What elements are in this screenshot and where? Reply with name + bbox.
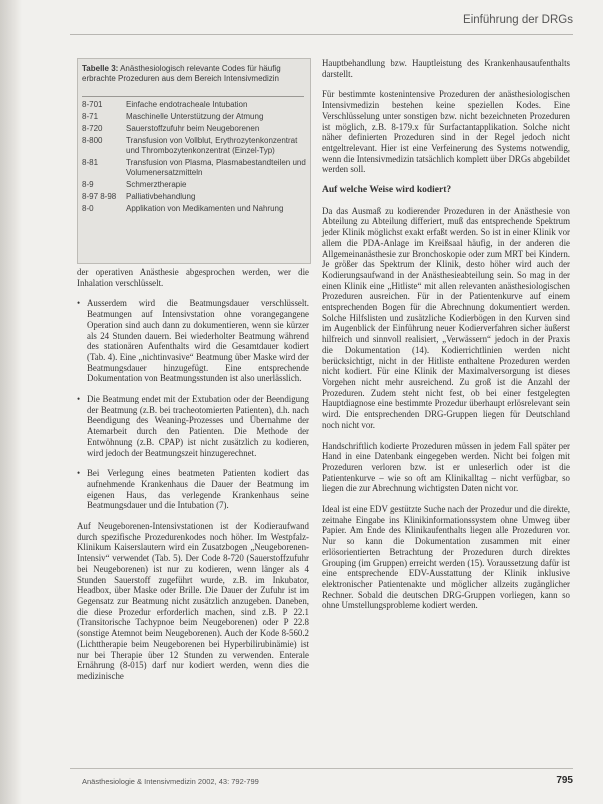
table-caption	[82, 64, 306, 84]
table-code: 8-71	[82, 112, 99, 121]
table-code: 8-800	[82, 136, 103, 145]
bullet-item: • Bei Verlegung eines beatmeten Patienten kodiert das aufnehmende Krankenhaus die Dauer der Beatmung im eigenen Haus, das verlegende Krankenhaus seine Beatmungsdauer und die Intubation (7).	[77, 468, 309, 511]
paragraph: Hauptbehandlung bzw. Hauptleistung des Krankenhausaufenthalts darstellt.	[322, 58, 570, 79]
table-row	[82, 192, 308, 202]
table-row	[82, 112, 308, 122]
table-description: Einfache endotracheale Intubation	[126, 100, 248, 109]
journal-citation: Anästhesiologie & Intensivmedizin 2002, 43: 792-799	[82, 777, 259, 786]
table-caption-label: Tabelle 3:	[82, 64, 119, 73]
table-caption-rule	[82, 96, 304, 97]
table-description: Palliativbehandlung	[126, 192, 196, 201]
table-row	[82, 158, 308, 178]
bullet-item: • Ausserdem wird die Beatmungsdauer verschlüsselt. Beatmungen auf Intensivstation ohne vorangegangene Operation sind auch dann zu dokumentieren, wenn sie kürzer als 24 Stunden dauern. Bei wiederholter Beatmung während des stationären Aufenthalts wird die Gesamtdauer kodiert (Tab. 4). Eine „nichtinvasive“ Beatmung über Maske wird der Beatmungsdauer hinzugefügt. Eine entsprechende Dokumentation von Beatmungsstunden ist also unerlässlich.	[77, 298, 309, 384]
section-heading: Auf welche Weise wird kodiert?	[322, 185, 452, 196]
table-body	[82, 100, 308, 216]
table-code: 8-81	[82, 158, 99, 167]
table-row	[82, 180, 308, 190]
table-row	[82, 124, 308, 134]
table-code: 8-720	[82, 124, 103, 133]
bullet-item: • Die Beatmung endet mit der Extubation oder der Beendigung der Beatmung (z.B. bei tracheotomierten Patienten), d.h. nach Beendigung des Weaning-Prozesses und Übernahme der Atemarbeit durch den Patienten. Die Methode der Entwöhnung (z.B. CPAP) ist nicht zusätzlich zu kodieren, wird jedoch der Beatmungszeit hinzugerechnet.	[77, 394, 309, 458]
table-code: 8-9	[82, 180, 94, 189]
paragraph: Ideal ist eine EDV gestützte Suche nach der Prozedur und die direkte, zeitnahe Eingabe ins Klinikinformationssystem ohne Umweg über Papier. Am Ende des Klinikaufenthalts liegen alle Prozeduren vor. Nur so kann die Dokumentation zusammen mit einer erlösorientierten Betrachtung der Prozeduren durch direktes Grouping (im Gruppen) erreicht werden (15). Voraussetzung dafür ist eine entsprechende EDV-Ausstattung der Klinik inklusive elektronischer Patientenakte und möglicher allzeits zugänglicher Rechner. Sobald die deutschen DRG-Gruppen vorliegen, kann so ohne Umstellungsprobleme kodiert werden.	[322, 504, 570, 611]
footer-rule	[70, 768, 573, 769]
right-column-text	[322, 58, 570, 621]
table-code: 8-0	[82, 204, 94, 213]
running-header: Einführung der DRGs	[463, 14, 573, 26]
table-code: 8-97 8-98	[82, 192, 117, 201]
table-row	[82, 100, 308, 110]
table-row	[82, 136, 308, 156]
table-caption-text: Anästhesiologisch relevante Codes für häufig erbrachte Prozeduren aus dem Bereich Intensivmedizin	[82, 64, 281, 83]
header-rule	[70, 34, 573, 35]
table-description: Transfusion von Plasma, Plasmabestandteilen und Volumenersatzmitteln	[126, 158, 306, 177]
page-number: 795	[556, 775, 573, 786]
table-description: Applikation von Medikamenten und Nahrung	[126, 204, 284, 213]
left-column-text	[77, 267, 309, 692]
paragraph: Auf Neugeborenen-Intensivstationen ist der Kodieraufwand durch spezifische Prozedurenkodes noch höher. Im Westpfalz-Klinikum Kaiserslautern wird ein Zusatzbogen „Neugeborenen-Intensiv“ verwendet (Tab. 5). Der Code 8-720 (Sauerstoffzufuhr bei Neugeborenen) ist nur zu kodieren, wenn länger als 4 Stunden Sauerstoff zugeführt wurde, z.B. im Inkubator, Headbox, über Maske oder Brille. Die Dauer der Zufuhr ist im Gegensatz zur Beatmung nicht zusätzlich anzugeben. Daneben, die diese Prozedur erforderlich machen, sind z.B. P 22.1 (Transitorische Tachypnoe beim Neugeborenen) oder P 22.8 (sonstige Atemnot beim Neugeborenen). Auch der Kode 8-560.2 (Lichttherapie beim Neugeborenen bei Hyperbilirubinämie) ist nur bei Therapie über 12 Stunden zu verwenden. Enterale Ernährung (8-015) darf nur kodiert werden, wenn dies die medizinische	[77, 521, 309, 681]
paragraph: Für bestimmte kostenintensive Prozeduren der anästhesiologischen Intensivmedizin bestehen keine speziellen Kodes. Eine Verschlüsselung unter sonstigen bzw. nicht bezeichneten Prozeduren ist möglich, z.B. 8-179.x für Surfactantapplikation. Solche nicht näher definierten Prozeduren sind in der Regel jedoch nicht entgeltrelevant. Hier ist eine Verfeinerung des Systems notwendig, wenn die Intensivmedizin tatsächlich komplett über DRGs abgebildet werden soll.	[322, 89, 570, 175]
table-code: 8-701	[82, 100, 103, 109]
paragraph: Handschriftlich kodierte Prozeduren müssen in jedem Fall später per Hand in eine Datenbank eingegeben werden. Nicht bei folgen mit Prozeduren verloren bzw. ist er unleserlich oder ist die Patientenkurve – wie so oft am Klinikalltag – nicht verfügbar, so liegen die zur Abrechnung wichtigsten Daten nicht vor.	[322, 440, 570, 494]
table-description: Schmerztherapie	[126, 180, 187, 189]
paragraph: Da das Ausmaß zu kodierender Prozeduren in der Anästhesie von Abteilung zu Abteilung differiert, muß das entsprechende Spektrum jeder Klinik möglichst exakt erfaßt werden. So ist in einer Klinik vor allem die PDA-Anlage im Kreißsaal häufig, in der anderen die Allgemeinanästhesie zur Bronchoskopie oder zum MRT bei Kindern. Je größer das Spektrum der Klinik, desto höher wird auch der Kodierungsaufwand in der Anästhesieabteilung sein. So mag in der einen Klinik eine „Hitliste“ mit allen relevanten anästhesiologischen Prozeduren ausreichen. Für in der Patientenkurve auf einem entsprechenden Bogen für die Abrechnung dokumentiert werden. Solche Hilfslisten und zusätzliche Kodierbögen in den Kurven sind im Augenblick der Einführung neuer Kodierverfahren sicher äußerst hilfreich und sinnvoll realisiert, „Verwässern“ jedoch in der Praxis die Dokumentation (14). Kodierrichtlinien werden nicht berücksichtigt, nicht in der Hitliste enthaltene Prozeduren werden nicht kodiert. Für eine Klinik der Maximalversorgung ist dieses Vorgehen nicht mehr ausreichend. Zu groß ist die Anzahl der Prozeduren. Zudem steht nicht fest, ob bei einer festgelegten Hauptdiagnose eine bestimmte Prozedur überhaupt erlösrelevant sein wird. Die entsprechenden DRG-Gruppen liegen für Deutschland noch nicht vor.	[322, 205, 570, 430]
table-row	[82, 204, 308, 214]
page-binding-shadow	[0, 0, 22, 804]
table-description: Maschinelle Unterstützung der Atmung	[126, 112, 264, 121]
table-description: Sauerstoffzufuhr beim Neugeborenen	[126, 124, 260, 133]
paragraph: der operativen Anästhesie abgesprochen werden, wer die Inhalation verschlüsselt.	[77, 267, 309, 288]
table-description: Transfusion von Vollblut, Erythrozytenkonzentrat und Thrombozytenkonzentrat (Einzel-Typ)	[126, 136, 298, 155]
